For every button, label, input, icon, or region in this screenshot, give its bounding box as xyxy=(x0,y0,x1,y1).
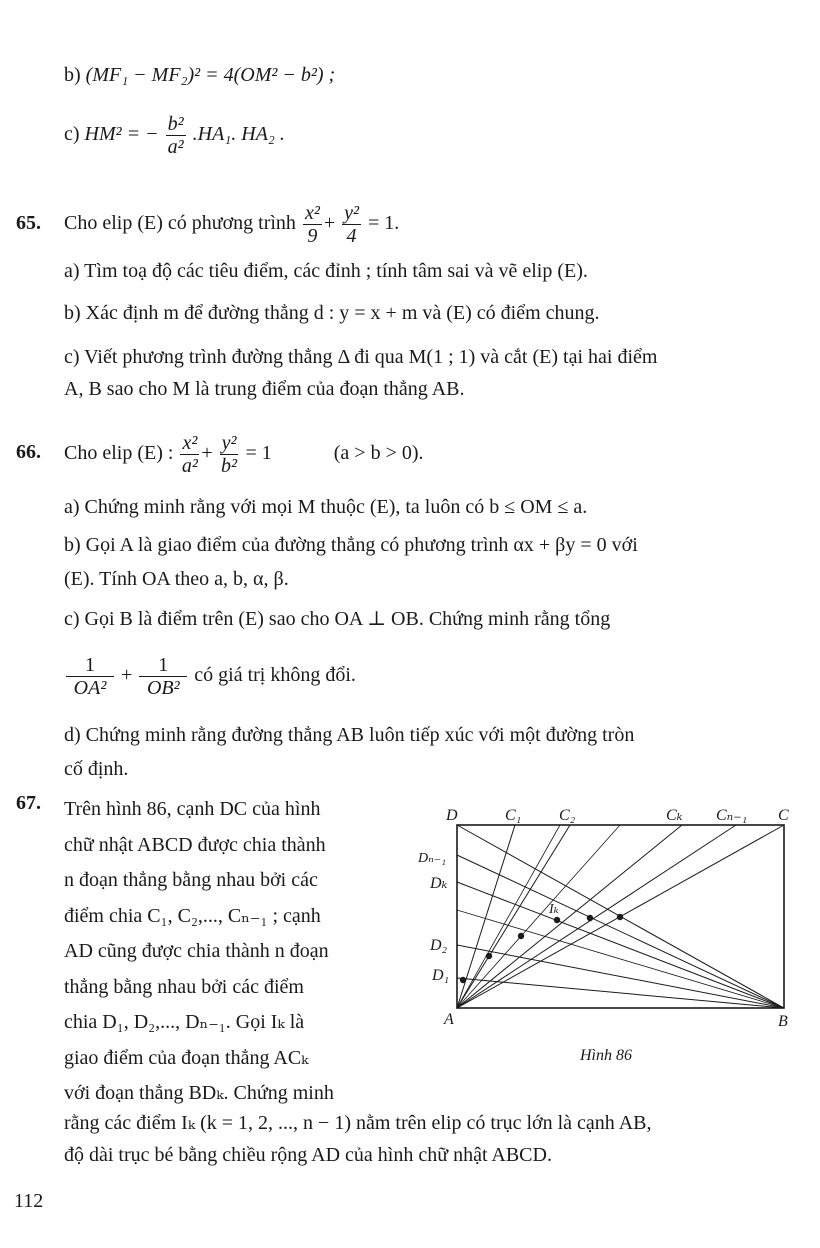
figure-caption: Hình 86 xyxy=(580,1047,632,1064)
label-dk: Dₖ xyxy=(430,875,448,892)
line-a-cn1 xyxy=(457,825,736,1008)
ex65-frac-y: $\frac{\text{y²}}{4}$ xyxy=(344,201,359,247)
ex65-part-c-line1: c) Viết phương trình đường thẳng Δ đi qua M(1 ; 1) và cắt (E) tại hai điểm xyxy=(64,346,658,368)
label-d2: D₂ xyxy=(430,937,448,954)
intersection-point xyxy=(617,914,623,920)
prev-c-rhs: .HA₁. HA₂ . xyxy=(192,123,285,145)
figure-86 xyxy=(400,796,810,1076)
intersection-point xyxy=(486,953,492,959)
intersection-point xyxy=(518,933,524,939)
ex67-tail-line2: độ dài trục bé bằng chiều rộng AD của hình chữ nhật ABCD. xyxy=(64,1144,552,1166)
label-d: D xyxy=(446,807,458,824)
ex66-frac-ob: $\frac{1}{\text{OB²}}$ xyxy=(139,654,187,699)
label-c: C xyxy=(778,807,789,824)
label-c1: C₁ xyxy=(505,807,522,824)
prev-part-b xyxy=(64,62,335,88)
ex67-line: Trên hình 86, cạnh DC của hình xyxy=(64,798,321,820)
ex67-tail-line1: rằng các điểm Iₖ (k = 1, 2, ..., n − 1) nằm trên elip có trục lớn là cạnh AB, xyxy=(64,1112,652,1134)
exercise-65-intro: Cho elip (E) có phương trình $\frac{\text{x²}}{9}$ + $\frac{\text{y²}}{4}$ = 1. xyxy=(64,201,400,247)
label-b: B xyxy=(778,1013,788,1030)
ex66-part-d-line1: d) Chứng minh rằng đường thẳng AB luôn tiếp xúc với một đường tròn xyxy=(64,724,635,746)
prev-c-lhs: HM² = − xyxy=(84,123,159,145)
exercise-66-intro: Cho elip (E) : $\frac{\text{x²}}{\text{a²}}$ + $\frac{\text{y²}}{\text{b²}}$ = 1 (a > b > 0). xyxy=(64,431,424,477)
ex66-condition: (a > b > 0). xyxy=(333,442,424,464)
label-a: A xyxy=(444,1011,454,1028)
ex67-line: thẳng bằng nhau bởi các điểm xyxy=(64,975,304,998)
ex67-line: AD cũng được chia thành n đoạn xyxy=(64,940,329,962)
ex66-part-b-line2: (E). Tính OA theo a, b, α, β. xyxy=(64,568,289,590)
intersection-point-ik xyxy=(554,917,560,923)
ex67-line: điểm chia C₁, C₂,..., Cₙ₋₁ ; cạnh xyxy=(64,904,321,927)
label-cn1: Cₙ₋₁ xyxy=(716,807,748,824)
ex66-part-a: a) Chứng minh rằng với mọi M thuộc (E), ta luôn có b ≤ OM ≤ a. xyxy=(64,496,588,518)
ex66-frac-oa: $\frac{1}{\text{OA²}}$ xyxy=(66,654,114,699)
ex67-line: chữ nhật ABCD được chia thành xyxy=(64,833,326,856)
ex67-line: chia D₁, D₂,..., Dₙ₋₁. Gọi Iₖ là xyxy=(64,1011,305,1033)
intersection-point xyxy=(460,977,466,983)
ex66-part-b-line1: b) Gọi A là giao điểm của đường thẳng có phương trình αx + βy = 0 với xyxy=(64,534,638,556)
label-ck: Cₖ xyxy=(666,807,683,824)
ex65-part-b: b) Xác định m để đường thẳng d : y = x + m và (E) có điểm chung. xyxy=(64,302,600,324)
ex66-frac-y: $\frac{\text{y²}}{\text{b²}}$ xyxy=(221,431,238,477)
label-d1: D₁ xyxy=(432,967,450,984)
ex66-frac-x: $\frac{\text{x²}}{\text{a²}}$ xyxy=(181,431,198,477)
prev-b-label: b) xyxy=(64,64,81,86)
ex66-part-c-line1: c) Gọi B là điểm trên (E) sao cho OA ⊥ OB. Chứng minh rằng tổng xyxy=(64,608,611,630)
ex65-part-a: a) Tìm toạ độ các tiêu điểm, các đỉnh ; tính tâm sai và vẽ elip (E). xyxy=(64,260,588,282)
label-dn1: Dₙ₋₁ xyxy=(418,851,447,866)
line-b-d2 xyxy=(457,945,784,1008)
ex66-part-d-line2: cố định. xyxy=(64,758,129,780)
exercise-66-number: 66. xyxy=(16,441,41,463)
prev-b-formula: (MF₁ − MF₂)² = 4(OM² − b²) ; xyxy=(85,64,336,86)
prev-c-fraction: $\frac{\text{b²}}{\text{a²}}$ xyxy=(167,112,184,158)
label-ik: Iₖ xyxy=(549,902,559,917)
ex66-part-c-fraction-sum: $\frac{1}{\text{OA²}}$ + $\frac{1}{\text{OB²}}$ có giá trị không đổi. xyxy=(64,650,356,700)
ex67-line: n đoạn thẳng bằng nhau bởi các xyxy=(64,869,318,891)
line-b-dn1 xyxy=(457,855,784,1008)
line-a-ck xyxy=(457,825,682,1008)
ex67-line: giao điểm của đoạn thẳng ACₖ xyxy=(64,1046,309,1069)
intersection-point xyxy=(587,915,593,921)
ex67-line: với đoạn thẳng BDₖ. Chứng minh xyxy=(64,1082,334,1104)
exercise-65-number: 65. xyxy=(16,212,41,234)
exercise-67-number: 67. xyxy=(16,792,41,814)
prev-c-label: c) xyxy=(64,123,80,145)
page-number: 112 xyxy=(14,1190,44,1212)
label-c2: C₂ xyxy=(559,807,576,824)
line-a-extra1 xyxy=(457,825,560,1008)
ex67-text-column xyxy=(64,792,394,1112)
ex65-part-c-line2: A, B sao cho M là trung điểm của đoạn thẳng AB. xyxy=(64,378,465,400)
prev-part-c xyxy=(64,112,285,158)
ex65-frac-x: $\frac{\text{x²}}{9}$ xyxy=(304,201,320,247)
